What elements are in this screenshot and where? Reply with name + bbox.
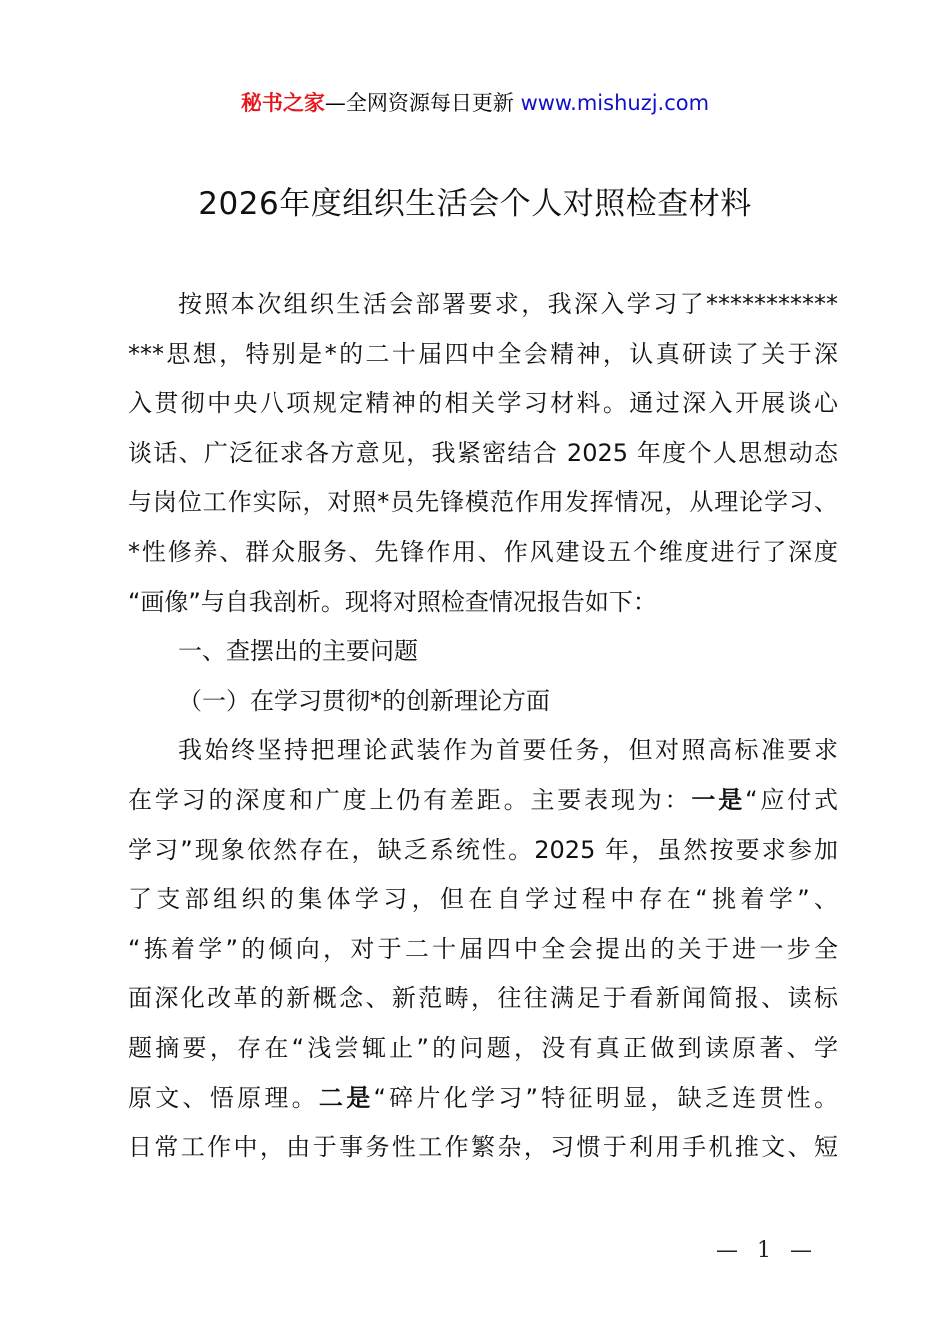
document-title: 2026年度组织生活会个人对照检查材料	[198, 186, 752, 222]
body-line: 题摘要，存在“浅尝辄止”的问题，没有真正做到读原著、学	[128, 1033, 838, 1062]
intro-line: 按照本次组织生活会部署要求，我深入学习了***********	[178, 290, 838, 318]
body-line: “拣着学”的倾向，对于二十届四中全会提出的关于进一步全	[128, 934, 838, 963]
body-line: 我始终坚持把理论武装作为首要任务，但对照高标准要求	[178, 736, 838, 765]
body-line	[128, 1074, 838, 1124]
page-number: — 1 —	[716, 1238, 818, 1263]
header-tagline: —全网资源每日更新	[324, 91, 514, 115]
site-header	[0, 88, 950, 118]
body-line: 日常工作中，由于事务性工作繁杂，习惯于利用手机推文、短	[128, 1133, 838, 1162]
intro-line: “画像”与自我剖析。现将对照检查情况报告如下：	[128, 587, 657, 616]
body-text: “碎片化学习”特征明显，缺乏连贯性。	[373, 1083, 839, 1112]
body-text: 原文、悟原理。	[128, 1083, 319, 1112]
intro-line: 谈话、广泛征求各方意见，我紧密结合 2025 年度个人思想动态	[128, 438, 838, 467]
body-text: “应付式	[745, 785, 839, 814]
body-line	[128, 776, 838, 826]
intro-line: 与岗位工作实际，对照*员先锋模范作用发挥情况，从理论学习、	[128, 488, 838, 517]
body-text: 在学习的深度和广度上仍有差距。主要表现为：	[128, 785, 692, 814]
point-label-two: 二是	[318, 1083, 374, 1112]
point-label-one: 一是	[691, 785, 746, 814]
body-line: 了支部组织的集体学习，但在自学过程中存在“挑着学”、	[128, 885, 838, 914]
intro-line: 入贯彻中央八项规定精神的相关学习材料。通过深入开展谈心	[128, 389, 838, 418]
body-line: 学习”现象依然存在，缺乏系统性。2025 年，虽然按要求参加	[128, 835, 838, 864]
site-url-link[interactable]: www.mishuzj.com	[520, 91, 710, 115]
intro-line: ***思想，特别是*的二十届四中全会精神，认真研读了关于深	[128, 339, 838, 368]
body-line: 面深化改革的新概念、新范畴，往往满足于看新闻简报、读标	[128, 984, 838, 1013]
intro-line: *性修养、群众服务、先锋作用、作风建设五个维度进行了深度	[128, 537, 838, 566]
section-heading: 一、查摆出的主要问题	[178, 637, 418, 666]
brand-name: 秘书之家	[240, 91, 325, 115]
document-body	[128, 280, 838, 1173]
subsection-heading: （一）在学习贯彻*的创新理论方面	[178, 686, 550, 715]
